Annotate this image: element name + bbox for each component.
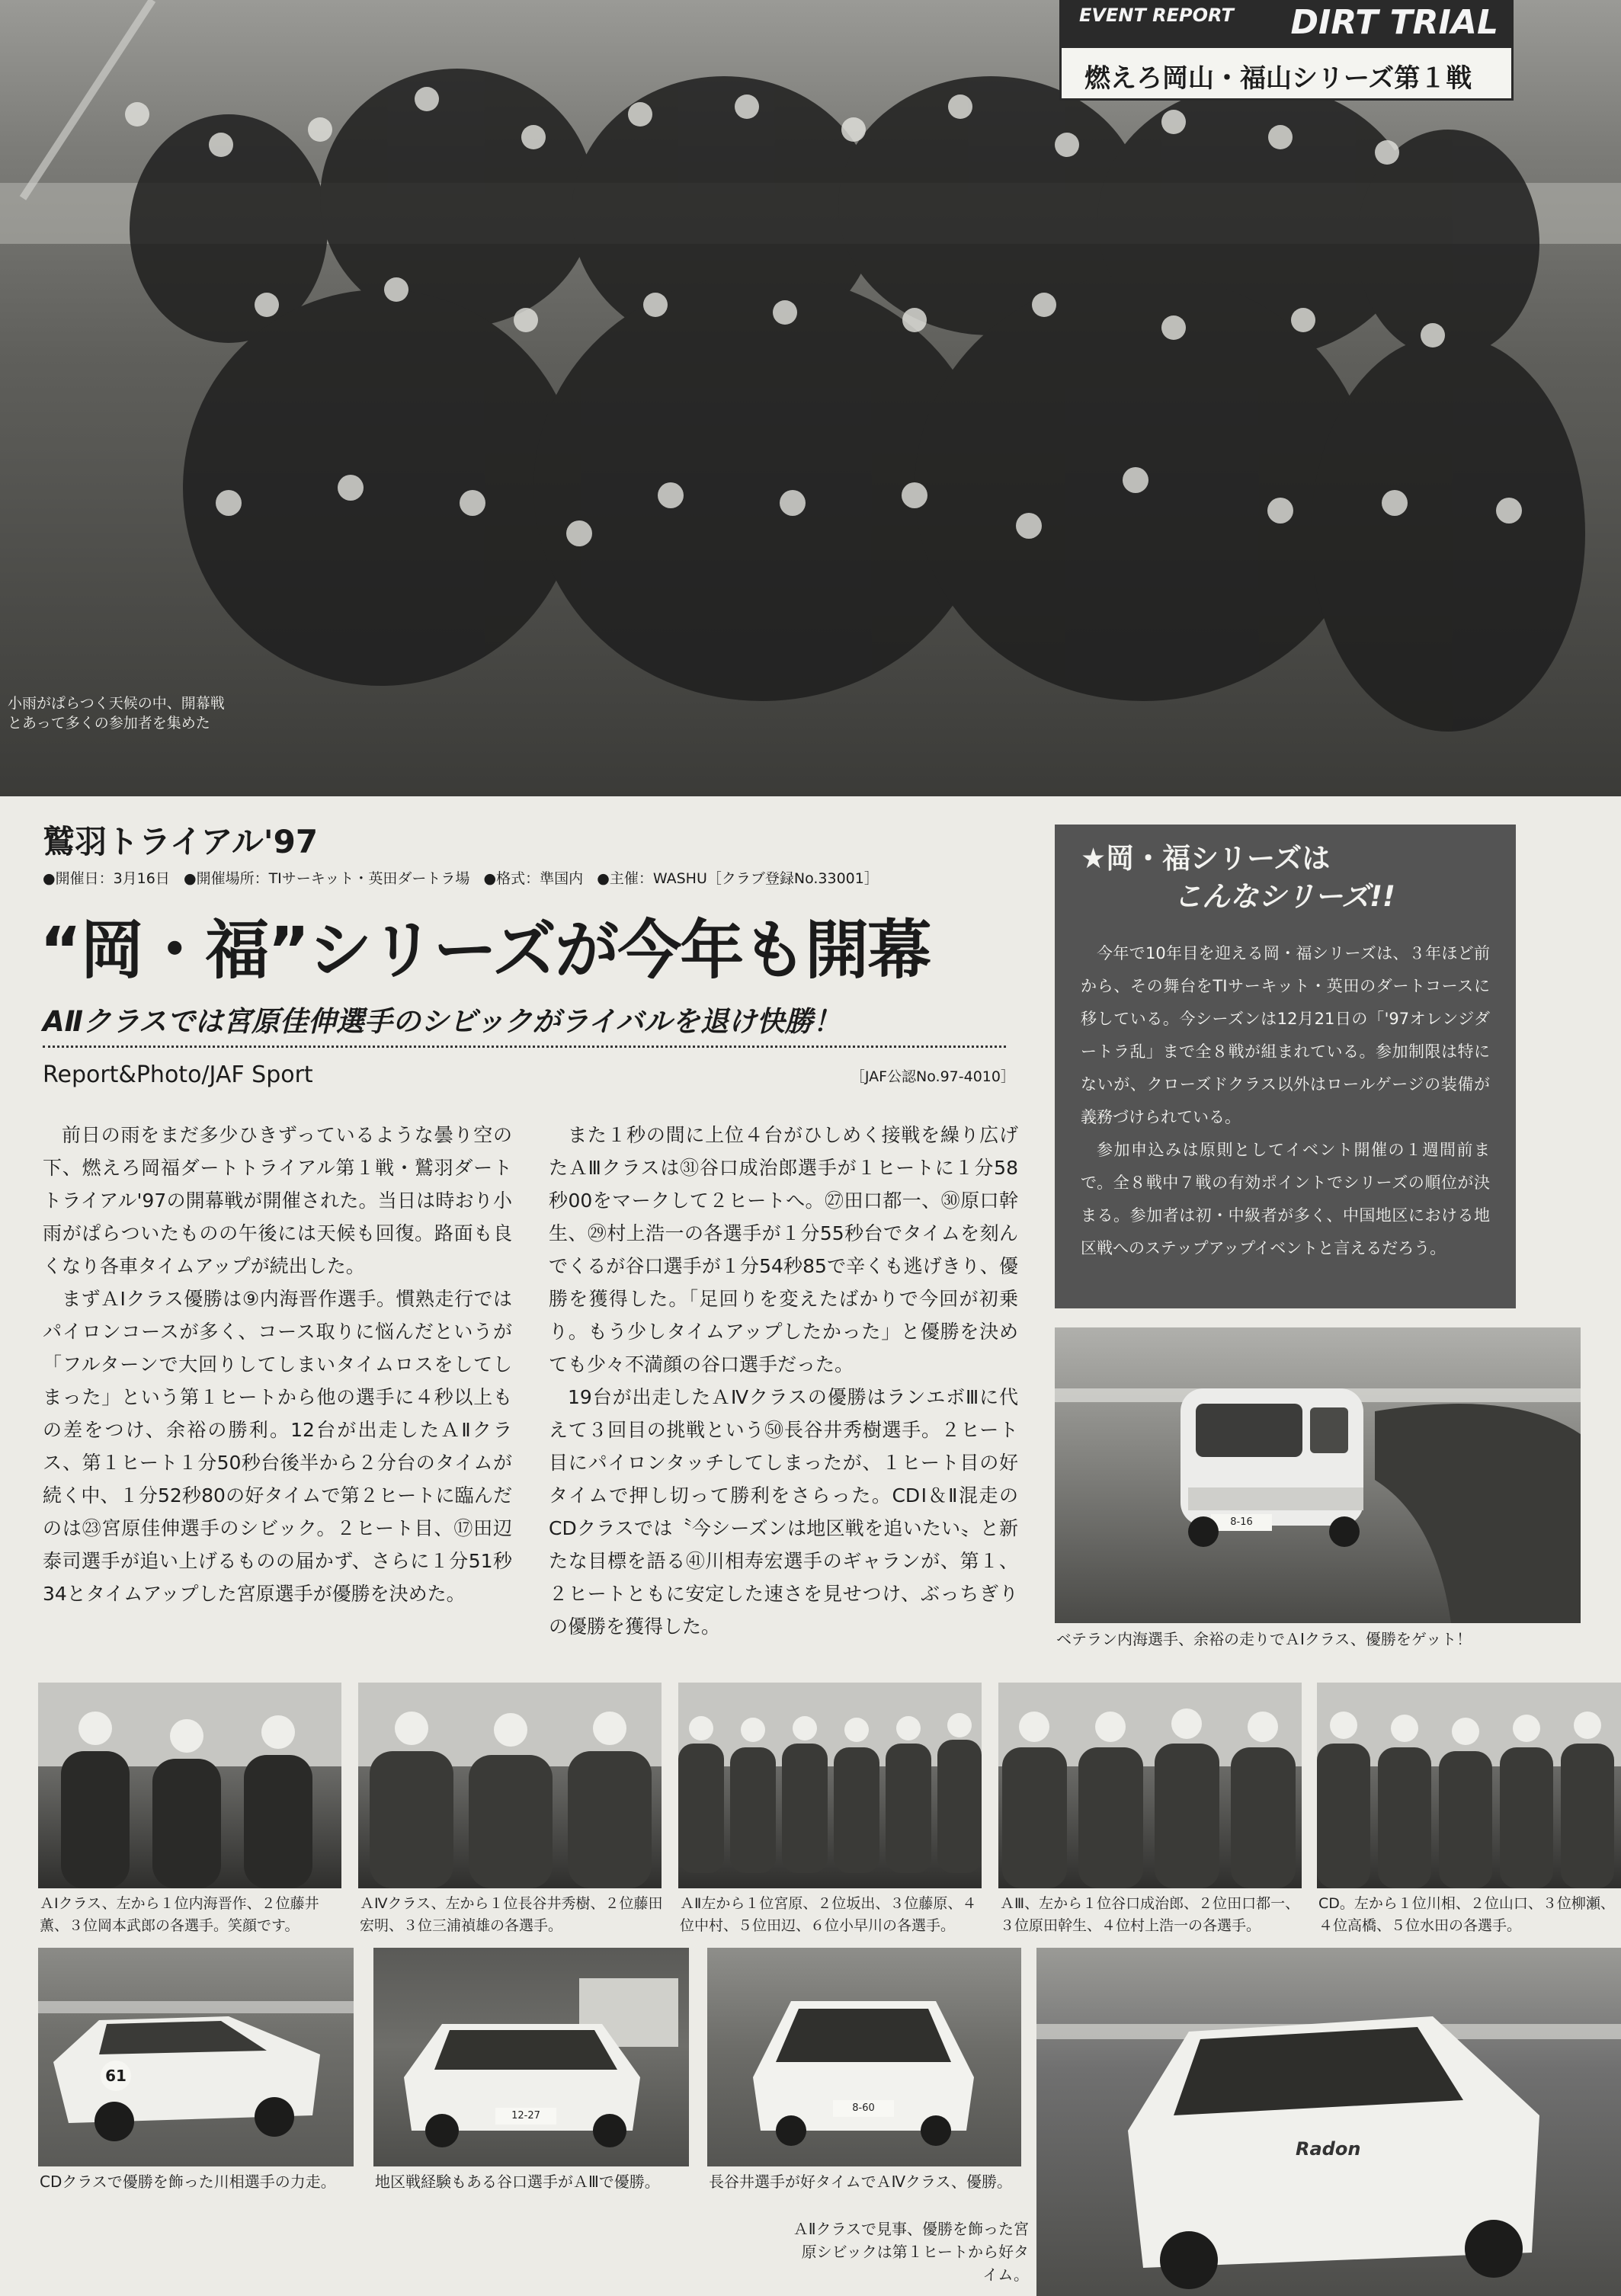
- podium-photo-cd: [1317, 1683, 1621, 1888]
- car-photo-aii: [1036, 1948, 1621, 2296]
- article-column-1: [43, 1119, 512, 1610]
- venue-label: ●開催場所：: [183, 870, 269, 887]
- article-paragraph: まずＡⅠクラス優勝は⑨内海晋作選手。慣熟走行ではパイロンコースが多く、コース取りに悩んだというが「フルターンで大回りしてしまいタイムロスをしてしまった」という第１ヒートから他の選手に４秒以上もの差をつけ、余裕の勝利。12台が出走したＡⅡクラス、第１ヒート１分50秒台後半から２分台のタイムが続く中、１分52秒80の好タイムで第２ヒートに臨んだのは㉓宮原佳伸選手のシビック。２ヒート目、⑰田辺泰司選手が追い上げるものの届かず、さらに１分51秒34とタイムアップした宮原選手が優勝を決めた。: [43, 1288, 512, 1605]
- car-plate: 12-27: [511, 2110, 540, 2121]
- series-info-box: [1055, 825, 1516, 1308]
- car-photo-aiv: [707, 1948, 1021, 2166]
- series-info-title-line1: ★岡・福シリーズは: [1081, 842, 1331, 875]
- podium-caption-ai: ＡⅠクラス、左から１位内海晋作、２位藤井薫、３位岡本武郎の各選手。笑顔です。: [40, 1895, 319, 1934]
- car-caption-aii: ＡⅡクラスで見事、優勝を飾った宮原シビックは第１ヒートから好タイム。: [793, 2220, 1029, 2284]
- organizer-value: WASHU［クラブ登録No.33001］: [652, 870, 879, 887]
- podium-photo-ai: [38, 1683, 341, 1888]
- article-paragraph: 19台が出走したＡⅣクラスの優勝はランエボⅢに代えて３回目の挑戦という㊿長谷井秀樹選手。２ヒート目にパイロンタッチしてしまったが、１ヒート目の好タイムで押し切って勝利をさらった。CDⅠ＆Ⅱ混走のCDクラスでは〝今シーズンは地区戦を追いたい〟と新たな目標を語る㊶川相寿宏選手のギャランが、第１、２ヒートともに安定した速さを見せつけ、ぶっちぎりの優勝を獲得した。: [549, 1386, 1018, 1638]
- podium-photo-aiv: [358, 1683, 662, 1888]
- car-photo-ai-class-caption: ベテラン内海選手、余裕の走りでＡⅠクラス、優勝をゲット！: [1056, 1630, 1472, 1648]
- series-title-box: [1059, 46, 1514, 101]
- date-label: ●開催日：: [43, 870, 114, 887]
- car-number: 61: [101, 2061, 131, 2091]
- car-photo-cd: [38, 1948, 354, 2166]
- podium-caption-cd: CD。左から１位川相、２位山口、３位柳瀬、４位高橋、５位水田の各選手。: [1318, 1895, 1615, 1934]
- series-title: 燃えろ岡山・福山シリーズ第１戦: [1084, 63, 1472, 94]
- car-photo-aiii: [373, 1948, 689, 2166]
- article-paragraph: また１秒の間に上位４台がひしめく接戦を繰り広げたＡⅢクラスは㉛谷口成治郎選手が１ヒートに１分58秒00をマークして２ヒートへ。㉗田口都一、㉚原口幹生、㉙村上浩一の各選手が１分55秒台でタイムを刻んでくるが谷口選手が１分54秒85で辛くも逃げきり、優勝を獲得した。「足回りを変えたばかりで今回が初乗り。もう少しタイムアップしたかった」と優勝を決めても少々不満顔の谷口選手だった。: [549, 1124, 1018, 1375]
- venue-value: TIサーキット・英田ダートラ場: [268, 870, 470, 887]
- sponsor-decal: Radon: [1296, 2138, 1361, 2160]
- headline: “岡・福”シリーズが今年も開幕: [40, 913, 931, 988]
- group-photo: [0, 0, 1621, 796]
- event-report-header: [1059, 0, 1514, 46]
- series-info-title-line2: こんなシリーズ!!: [1174, 880, 1395, 913]
- podium-photo-aii: [678, 1683, 982, 1888]
- car-caption-cd: CDクラスで優勝を飾った川相選手の力走。: [40, 2173, 336, 2191]
- category-label: DIRT TRIAL: [1290, 3, 1498, 42]
- article-column-2: [549, 1119, 1018, 1643]
- car-caption-aiii: 地区戦経験もある谷口選手がＡⅢで優勝。: [375, 2173, 660, 2191]
- podium-photo-aiii: [998, 1683, 1302, 1888]
- date-value: 3月16日: [113, 870, 170, 887]
- car-plate: 8-16: [1230, 1516, 1253, 1528]
- car-caption-aiv: 長谷井選手が好タイムでＡⅣクラス、優勝。: [709, 2173, 1013, 2191]
- article-paragraph: 前日の雨をまだ多少ひきずっているような曇り空の下、燃えろ岡福ダートトライアル第１戦・鷲羽ダートトライアル'97の開幕戦が開催された。当日は時おり小雨がぱらついたものの午後には天候も回復。路面も良くなり各車タイムアップが続出した。: [43, 1124, 512, 1277]
- dotted-rule: [43, 1046, 1006, 1048]
- event-name: 鷲羽トライアル'97: [43, 823, 319, 860]
- organizer-label: ●主催：: [597, 870, 653, 887]
- format-label: ●格式：: [483, 870, 540, 887]
- subheadline: AⅡクラスでは宮原佳伸選手のシビックがライバルを退け快勝！: [43, 1005, 841, 1038]
- car-plate: 8-60: [852, 2102, 875, 2114]
- event-details: [43, 867, 879, 888]
- car-photo-ai-class: [1055, 1327, 1581, 1623]
- approval-number: ［JAF公認No.97-4010］: [850, 1068, 1015, 1085]
- group-photo-caption: 小雨がぱらつく天候の中、開幕戦とあって多くの参加者を集めた: [8, 695, 225, 732]
- series-info-paragraph: 参加申込みは原則としてイベント開催の１週間前まで。全８戦中７戦の有効ポイントでシリーズの順位が決まる。参加者は初・中級者が多く、中国地区における地区戦へのステップアップイベントと言えるだろう。: [1081, 1141, 1490, 1257]
- byline: Report&Photo/JAF Sport: [43, 1062, 313, 1088]
- format-value: 準国内: [540, 870, 584, 887]
- section-label: EVENT REPORT: [1079, 5, 1234, 26]
- podium-caption-aiv: ＡⅣクラス、左から１位長谷井秀樹、２位藤田宏明、３位三浦禎雄の各選手。: [360, 1895, 663, 1934]
- podium-caption-aii: ＡⅡ左から１位宮原、２位坂出、３位藤原、４位中村、５位田辺、６位小早川の各選手。: [680, 1895, 977, 1934]
- podium-caption-aiii: ＡⅢ、左から１位谷口成治郎、２位田口都一、３位原田幹生、４位村上浩一の各選手。: [1000, 1895, 1300, 1934]
- series-info-paragraph: 今年で10年目を迎える岡・福シリーズは、３年ほど前から、その舞台をTIサーキット・英田のダートコースに移している。今シーズンは12月21日の「'97オレンジダートラ乱」まで全８戦が組まれている。参加制限は特にないが、クローズドクラス以外はロールゲージの装備が義務づけられている。: [1081, 944, 1490, 1126]
- series-info-body: [1081, 937, 1490, 1265]
